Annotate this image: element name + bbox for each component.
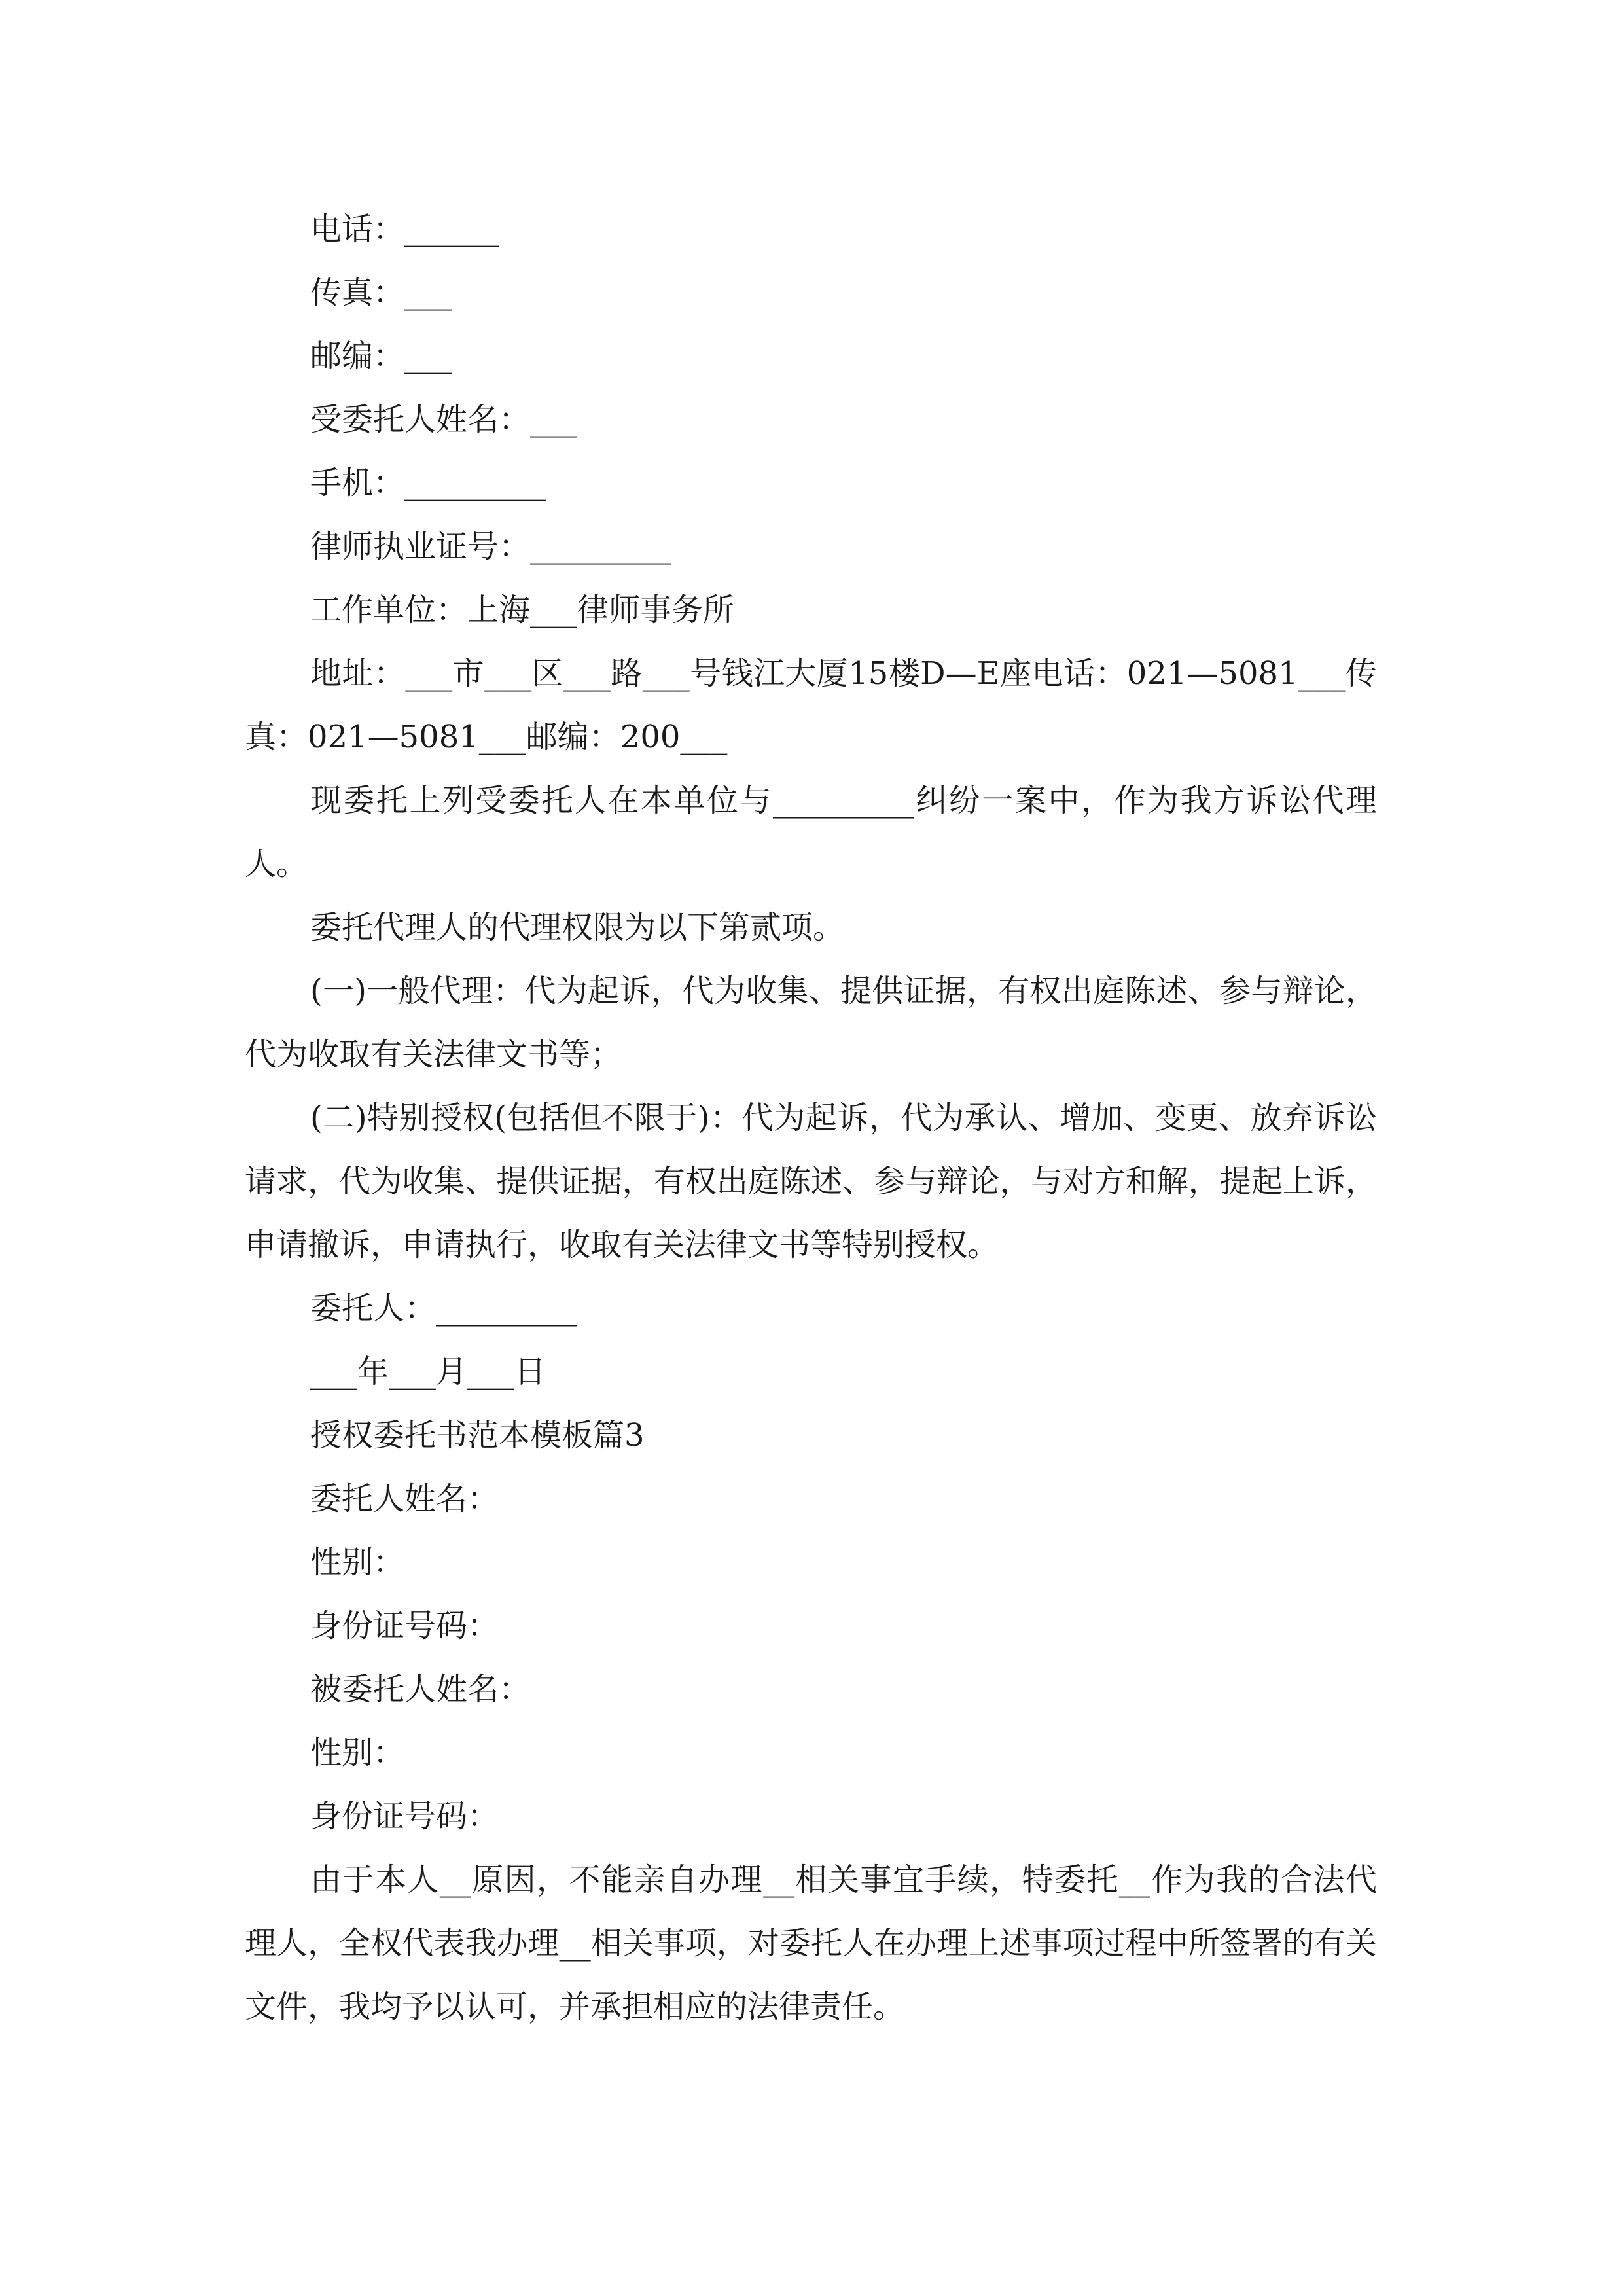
lawyer-license-line: 律师执业证号：_________ (310, 528, 672, 565)
document-body (245, 198, 1377, 2039)
address-paragraph: 地址：___市___区___路___号钱江大厦15楼D—E座电话：021—5081___传真：021—5081___邮编：200___ (245, 655, 1377, 755)
principal-id-line: 身份证号码： (310, 1607, 499, 1644)
general-agency-paragraph: (一)一般代理：代为起诉，代为收集、提供证据，有权出庭陈述、参与辩论，代为收取有关法律文书等； (245, 973, 1377, 1073)
trustee-name-line: 被委托人姓名： (310, 1671, 531, 1708)
date-line: ___年___月___日 (310, 1354, 546, 1390)
special-authorization-paragraph: (二)特别授权(包括但不限于)：代为起诉，代为承认、增加、变更、放弃诉讼请求，代为收集、提供证据，有权出庭陈述、参与辩论，与对方和解，提起上诉，申请撤诉，申请执行，收取有关法律文书等特别授权。 (245, 1100, 1377, 1263)
postcode-line: 邮编：___ (310, 338, 452, 374)
closing-paragraph: 由于本人__原因，不能亲自办理__相关事宜手续，特委托__作为我的合法代理人，全权代表我办理__相关事项，对委托人在办理上述事项过程中所签署的有关文件，我均予以认可，并承担相应的法律责任。 (245, 1861, 1377, 2025)
mobile-line: 手机：_________ (310, 465, 546, 501)
fax-line: 传真：___ (310, 274, 452, 311)
trustee-id-line: 身份证号码： (310, 1798, 499, 1835)
principal-gender-line: 性别： (310, 1544, 405, 1581)
agent-name-line: 受委托人姓名：___ (310, 401, 578, 438)
authority-scope-line: 委托代理人的代理权限为以下第贰项。 (310, 909, 845, 946)
trustee-gender-line: 性别： (310, 1734, 405, 1771)
work-unit-line: 工作单位：上海___律师事务所 (310, 592, 735, 628)
section-title: 授权委托书范本模板篇3 (310, 1417, 645, 1454)
phone-line: 电话：______ (310, 211, 499, 247)
principal-name-line: 委托人姓名： (310, 1480, 499, 1517)
entrust-paragraph: 现委托上列受委托人在本单位与_________纠纷一案中，作为我方诉讼代理人。 (245, 782, 1377, 882)
principal-signature-line: 委托人：_________ (310, 1290, 578, 1327)
